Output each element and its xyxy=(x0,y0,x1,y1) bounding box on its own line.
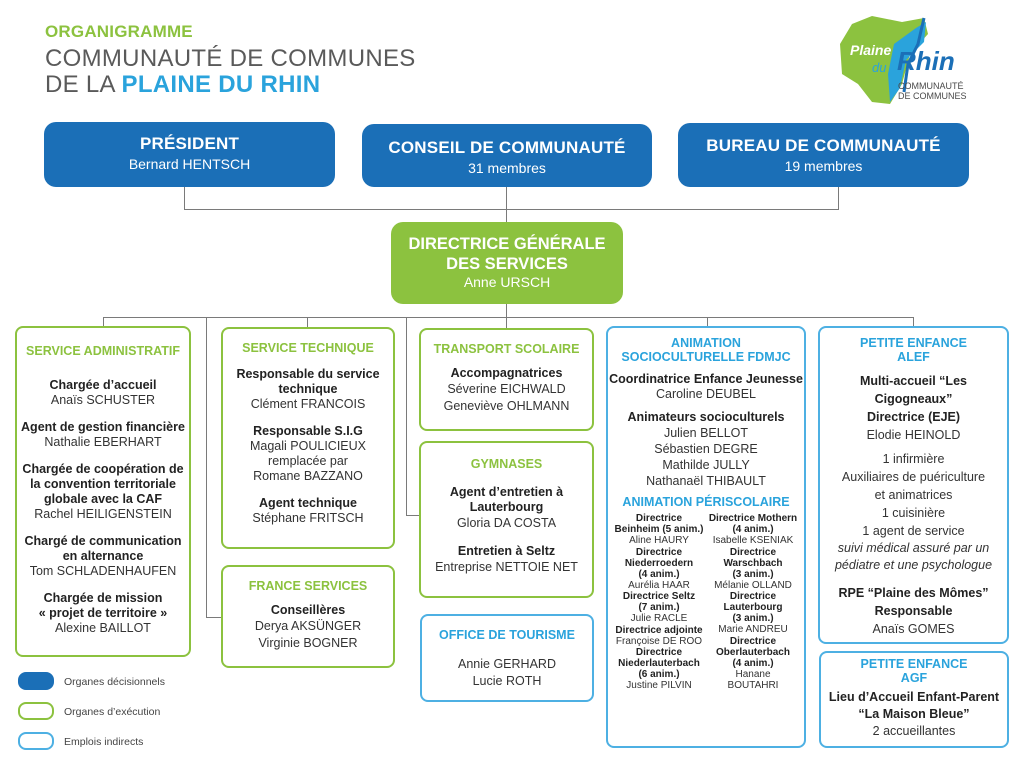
technique-card: SERVICE TECHNIQUE Responsable du service technique Clément FRANCOIS Responsable S.I.G Magali POULICIEUX remplacée par Romane BAZZANO Agent technique Stéphane FRITSCH xyxy=(221,327,395,549)
logo-du: du xyxy=(872,60,887,75)
agf-card: PETITE ENFANCE AGF Lieu d’Accueil Enfant-Parent “La Maison Bleue” 2 accueillantes xyxy=(819,651,1009,748)
bureau-box: BUREAU DE COMMUNAUTÉ 19 membres xyxy=(678,123,969,187)
chart-title-line1: COMMUNAUTÉ DE COMMUNES xyxy=(45,45,416,72)
admin-card: SERVICE ADMINISTRATIF Chargée d’accueil Anaïs SCHUSTER Agent de gestion financière Nathalie EBERHART Chargée de coopération de la convention territoriale globale avec la CAF Rachel HEILIGENSTEIN Chargé de communication en alternance Tom SCHLADENHAUFEN Chargée de mission « projet de territoire » Alexine BAILLOT xyxy=(15,326,191,657)
france-services-card: FRANCE SERVICES Conseillères Derya AKSÜNGER Virginie BOGNER xyxy=(221,565,395,668)
legend-execution: Organes d’exécution xyxy=(64,706,161,718)
logo-subtitle: COMMUNAUTÉ DE COMMUNES xyxy=(898,81,967,101)
gymnases-card: GYMNASES Agent d’entretien à Lauterbourg Gloria DA COSTA Entretien à Seltz Entreprise NETTOIE NET xyxy=(419,441,594,598)
legend-swatch-execution xyxy=(18,702,54,720)
legend-swatch-indirect xyxy=(18,732,54,750)
animation-card: ANIMATION SOCIOCULTURELLE FDMJC Coordinatrice Enfance Jeunesse Caroline DEUBEL Animateurs socioculturels Julien BELLOT Sébastien DEGRE Mathilde JULLY Nathanaël THIBAULT ANIMATION PÉRISCOLAIRE Directrice Beinheim (5 anim.) Aline HAURY Directrice Niederroedern (4 anim.) Aurélia HAAR Directrice Seltz (7 anim.) Julie RACLE Directrice adjointe Françoise DE ROO Directrice Niederlauterbach (6 anim.) Justine PILVIN Directrice Mothern (4 anim.) Isabelle KSENIAK Directrice Warschbach (3 anim.) Mélanie OLLAND Directrice Lauterbourg (3 anim.) Marie ANDREU Directrice Oberlauterbach (4 anim.) Hanane BOUTAHRI xyxy=(606,326,806,748)
logo-rhin: Rhin xyxy=(897,46,955,76)
president-box: PRÉSIDENT Bernard HENTSCH xyxy=(44,122,335,187)
alef-card: PETITE ENFANCE ALEF Multi-accueil “Les Cigogneaux” Directrice (EJE) Elodie HEINOLD 1 infirmière Auxiliaires de puériculture et animatrices 1 cuisinière 1 agent de service suivi médical assuré par un pédiatre et une psychologue RPE “Plaine des Mômes” Responsable Anaïs GOMES xyxy=(818,326,1009,644)
legend-indirect: Emplois indirects xyxy=(64,736,144,748)
periscolaire-right: Directrice Mothern (4 anim.) Isabelle KSENIAK Directrice Warschbach (3 anim.) Mélanie OLLAND Directrice Lauterbourg (3 anim.) Marie ANDREU Directrice Oberlauterbach (4 anim.) Hanane BOUTAHRI xyxy=(708,513,798,691)
legend-decision: Organes décisionnels xyxy=(64,676,165,688)
chart-kicker: ORGANIGRAMME xyxy=(45,22,193,41)
transport-card: TRANSPORT SCOLAIRE Accompagnatrices Séverine EICHWALD Geneviève OHLMANN xyxy=(419,328,594,431)
tourisme-card: OFFICE DE TOURISME Annie GERHARD Lucie ROTH xyxy=(420,614,594,702)
logo-plaine: Plaine xyxy=(850,42,892,58)
periscolaire-title: ANIMATION PÉRISCOLAIRE xyxy=(622,495,790,509)
periscolaire-left: Directrice Beinheim (5 anim.) Aline HAURY Directrice Niederroedern (4 anim.) Aurélia HAAR Directrice Seltz (7 anim.) Julie RACLE Directrice adjointe Françoise DE ROO Directrice Niederlauterbach (6 anim.) Justine PILVIN xyxy=(614,513,704,691)
conseil-box: CONSEIL DE COMMUNAUTÉ 31 membres xyxy=(362,124,652,187)
dgs-box: DIRECTRICE GÉNÉRALE DES SERVICES Anne URSCH xyxy=(391,222,623,304)
chart-title-line2: DE LA PLAINE DU RHIN xyxy=(45,71,321,98)
legend-swatch-decision xyxy=(18,672,54,690)
